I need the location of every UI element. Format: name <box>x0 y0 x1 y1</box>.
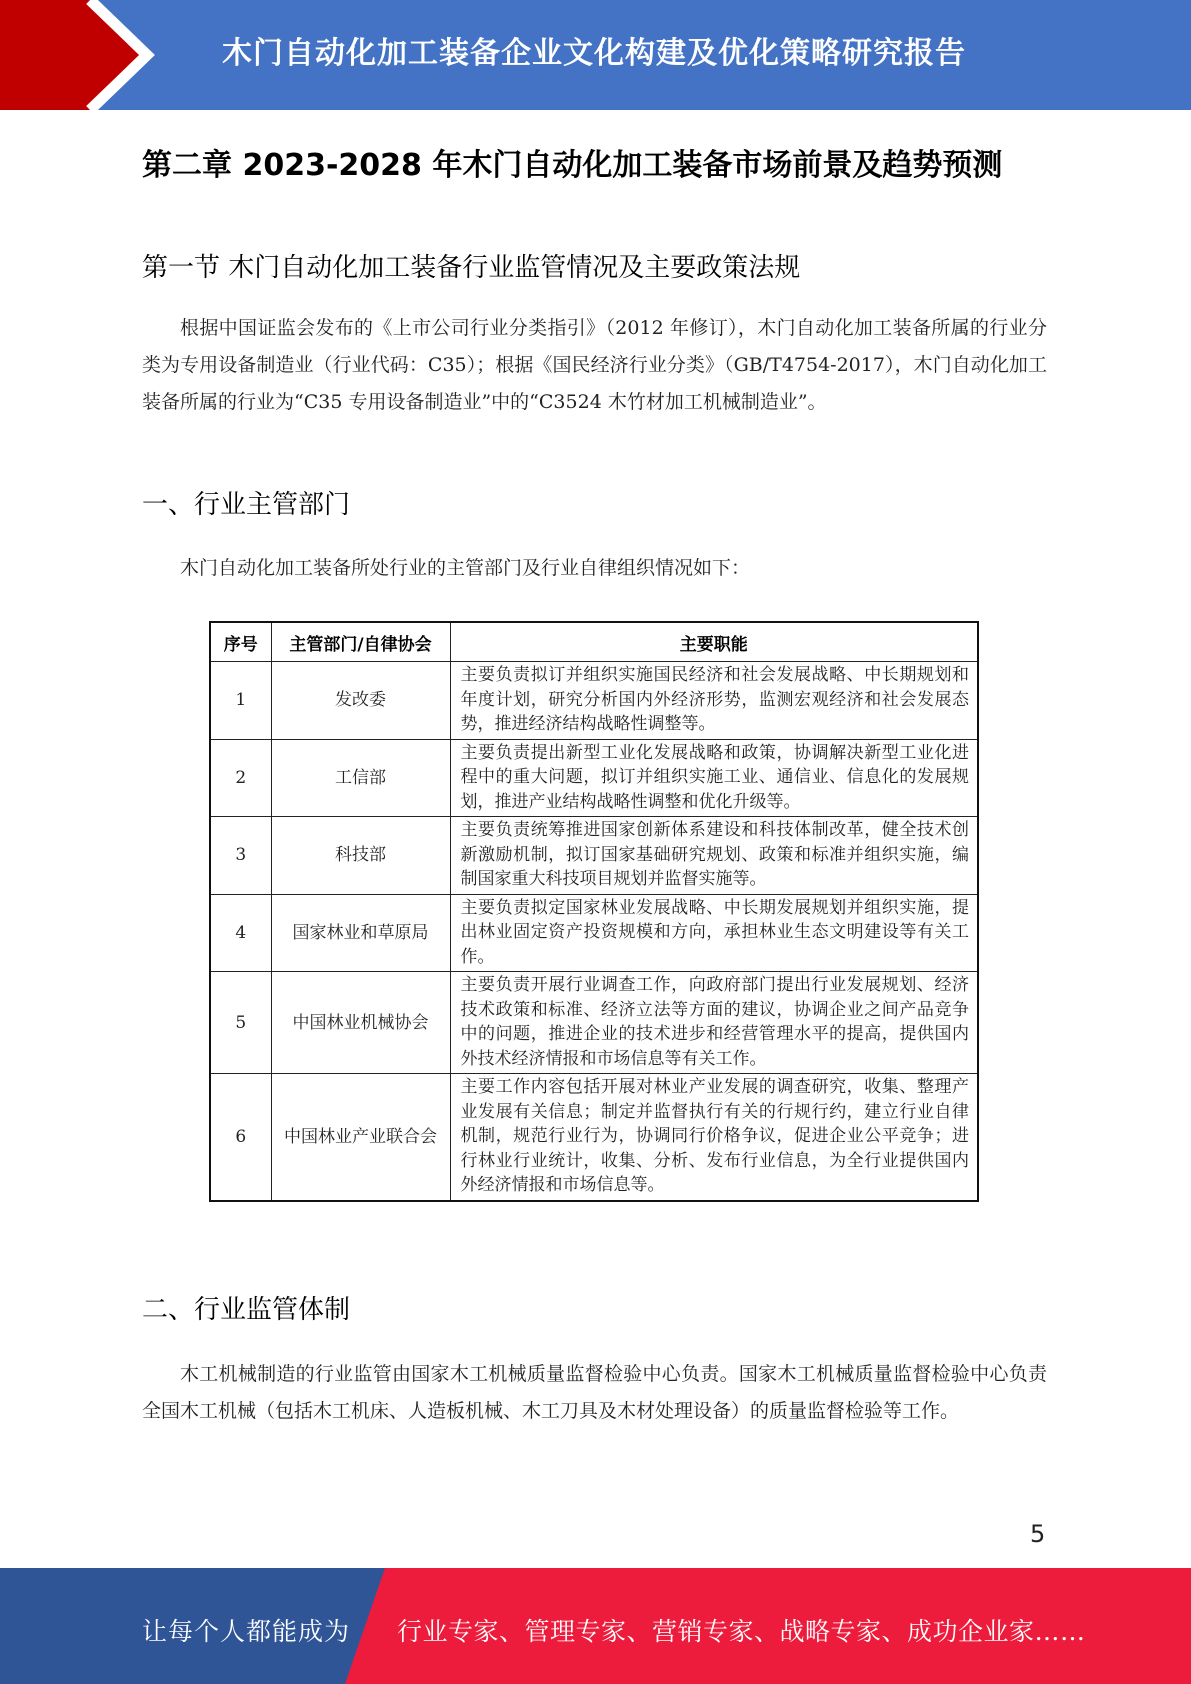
row-department: 国家林业和草原局 <box>271 894 450 972</box>
row-number: 4 <box>210 894 271 972</box>
chapter-title: 第二章 2023-2028 年木门自动化加工装备市场前景及趋势预测 <box>142 148 1003 183</box>
authorities-table-container <box>209 621 979 1202</box>
header-arrow-decoration <box>0 0 160 110</box>
table-header-row <box>210 622 978 662</box>
table-row <box>210 739 978 817</box>
footer-band <box>0 1568 1191 1684</box>
row-department: 科技部 <box>271 817 450 895</box>
supervision-paragraph: 木工机械制造的行业监管由国家木工机械质量监督检验中心负责。国家木工机械质量监督检验中心负责全国木工机械（包括木工机床、人造板机械、木工刀具及木材处理设备）的质量监督检验等工作。 <box>142 1363 1047 1422</box>
row-number: 6 <box>210 1074 271 1201</box>
table-row <box>210 972 978 1074</box>
row-department: 工信部 <box>271 739 450 817</box>
row-number: 1 <box>210 662 271 740</box>
row-department: 中国林业产业联合会 <box>271 1074 450 1201</box>
row-number: 2 <box>210 739 271 817</box>
row-duty: 主要负责拟定国家林业发展战略、中长期发展规划并组织实施，提出林业固定资产投资规模和方向，承担林业生态文明建设等有关工作。 <box>450 894 978 972</box>
section-title: 第一节 木门自动化加工装备行业监管情况及主要政策法规 <box>142 253 801 283</box>
authorities-table <box>209 621 979 1202</box>
subheading-supervision: 二、行业监管体制 <box>142 1295 351 1325</box>
table-row <box>210 817 978 895</box>
page-number: 5 <box>1030 1520 1046 1548</box>
row-duty: 主要负责开展行业调查工作，向政府部门提出行业发展规划、经济技术政策和标准、经济立法等方面的建议，协调企业之间产品竞争中的问题，推进企业的技术进步和经营管理水平的提高，提供国内外技术经济情报和市场信息等有关工作。 <box>450 972 978 1074</box>
table-intro-paragraph: 木门自动化加工装备所处行业的主管部门及行业自律组织情况如下： <box>180 557 751 579</box>
column-header-no: 序号 <box>210 622 271 662</box>
footer-slogan-left: 让每个人都能成为 <box>142 1617 351 1646</box>
row-number: 3 <box>210 817 271 895</box>
row-duty: 主要工作内容包括开展对林业产业发展的调查研究，收集、整理产业发展有关信息；制定并监督执行有关的行规行约，建立行业自律机制，规范行业行为，协调同行价格争议，促进企业公平竞争；进行林业行业统计，收集、分析、发布行业信息，为全行业提供国内外经济情报和市场信息等。 <box>450 1074 978 1201</box>
row-duty: 主要负责拟订并组织实施国民经济和社会发展战略、中长期规划和年度计划，研究分析国内外经济形势，监测宏观经济和社会发展态势，推进经济结构战略性调整等。 <box>450 662 978 740</box>
row-department: 中国林业机械协会 <box>271 972 450 1074</box>
row-department: 发改委 <box>271 662 450 740</box>
subheading-authorities: 一、行业主管部门 <box>142 490 351 520</box>
column-header-duty: 主要职能 <box>450 622 978 662</box>
header-band <box>0 0 1191 110</box>
table-row <box>210 662 978 740</box>
table-row <box>210 894 978 972</box>
footer-slogan-right: 行业专家、管理专家、营销专家、战略专家、成功企业家…… <box>397 1617 1086 1646</box>
table-row <box>210 1074 978 1201</box>
row-number: 5 <box>210 972 271 1074</box>
intro-paragraph: 根据中国证监会发布的《上市公司行业分类指引》（2012 年修订），木门自动化加工装备所属的行业分类为专用设备制造业（行业代码：C35）；根据《国民经济行业分类》（GB/T4754-2017），木门自动化加工装备所属的行业为“C35 专用设备制造业”中的“C3524 木竹材加工机械制造业”。 <box>142 317 1047 413</box>
report-title: 木门自动化加工装备企业文化构建及优化策略研究报告 <box>222 36 966 71</box>
column-header-dept: 主管部门/自律协会 <box>271 622 450 662</box>
row-duty: 主要负责统筹推进国家创新体系建设和科技体制改革，健全技术创新激励机制，拟订国家基础研究规划、政策和标准并组织实施，编制国家重大科技项目规划并监督实施等。 <box>450 817 978 895</box>
row-duty: 主要负责提出新型工业化发展战略和政策，协调解决新型工业化进程中的重大问题，拟订并组织实施工业、通信业、信息化的发展规划，推进产业结构战略性调整和优化升级等。 <box>450 739 978 817</box>
